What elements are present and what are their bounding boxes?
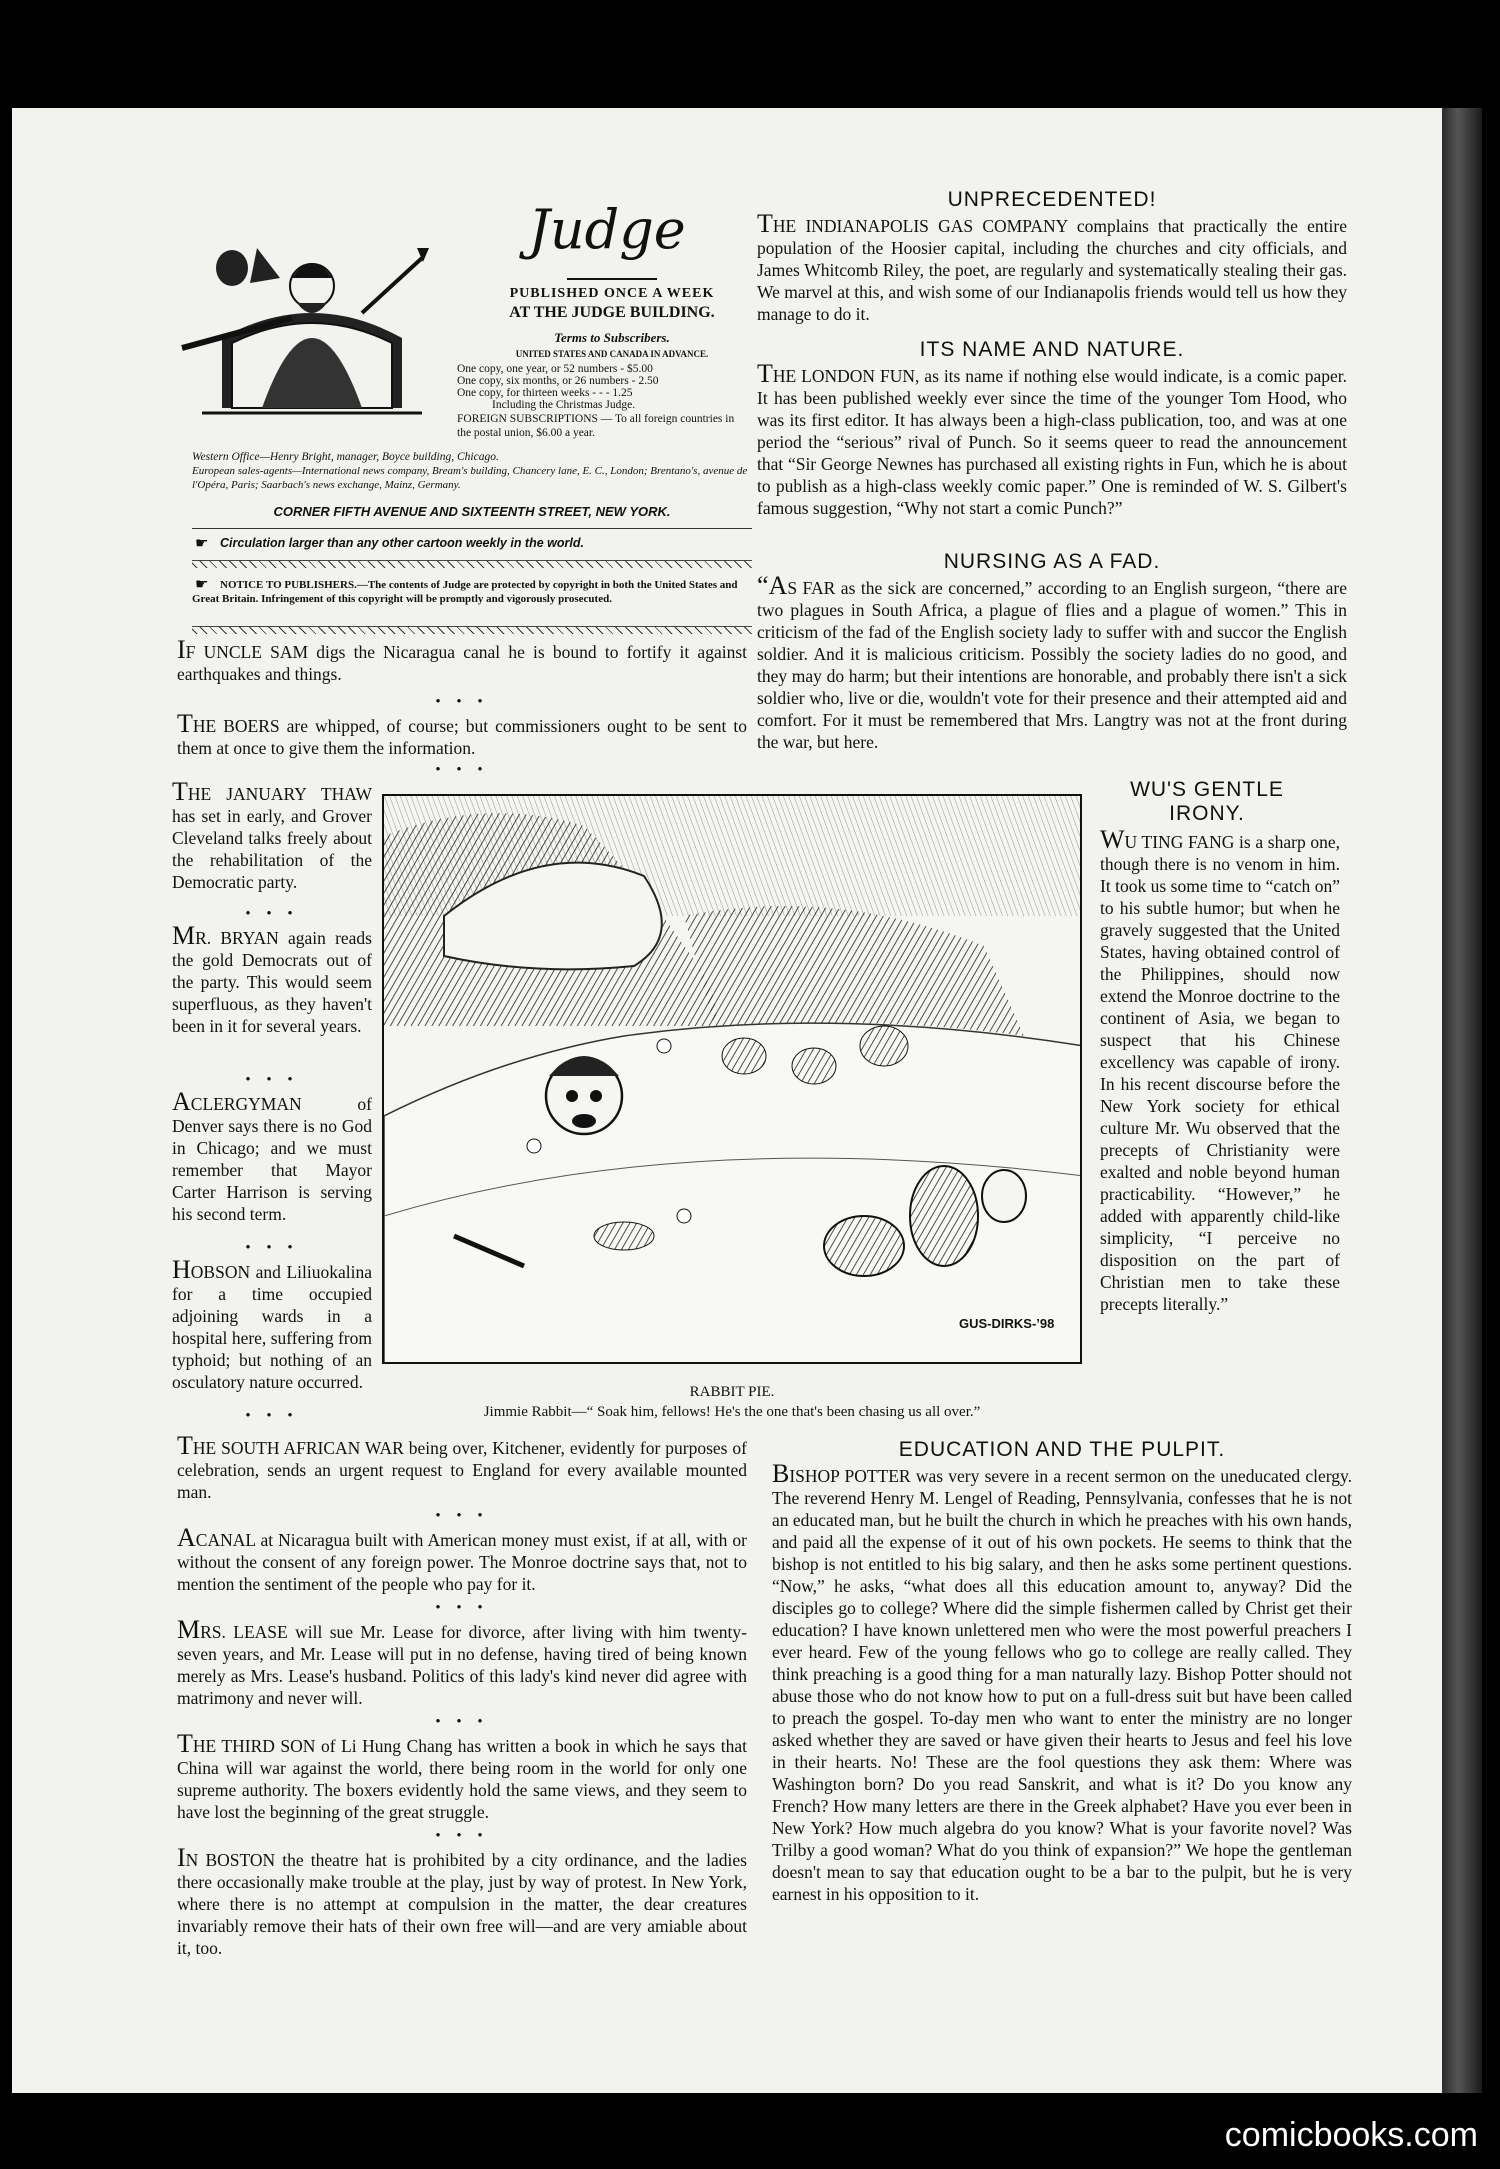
cartoon-caption: Jimmie Rabbit—“ Soak him, fellows! He's the one that's been chasing us all over.” — [483, 1404, 981, 1420]
rabbit-cartoon — [382, 794, 1082, 1364]
drop-cap: H — [172, 1255, 191, 1284]
drop-cap: M — [177, 1615, 201, 1644]
watermark: comicbooks.com — [1224, 2116, 1478, 2154]
drop-cap: T — [757, 209, 773, 238]
heading-nursing: NURSING AS A FAD. — [943, 550, 1161, 573]
drop-cap: “A — [757, 571, 788, 600]
news-item — [177, 1615, 747, 1709]
news-item — [177, 1729, 747, 1823]
rule — [192, 528, 752, 529]
drop-cap: I — [177, 635, 186, 664]
item-text: CLERGYMAN of Denver says there is no God in Chicago; and we must remember that Mayor Carter Harrison is serving his second term. — [172, 1094, 372, 1224]
drop-cap: W — [1100, 825, 1125, 854]
drop-cap: T — [177, 709, 193, 738]
article-text: HE LONDON FUN, as its name if nothing else would indicate, is a comic paper. It has been published weekly ever since the time of the younger Tom Hood, who was its first editor. It has always been a high-class publication, too, and was at one period the “serious” rival of Punch. So it seems queer to read the announcement that “Sir George Newnes has purchased all existing rights in Fun, which he is about to publish as a high-class weekly comic paper.” One is reminded of W. S. Gilbert's famous suggestion, “Why not start a comic Punch?” — [757, 366, 1347, 518]
drop-cap: T — [177, 1431, 193, 1460]
news-item — [177, 1843, 747, 1959]
article-name-nature — [757, 359, 1347, 519]
masthead-published: PUBLISHED ONCE A WEEK — [509, 286, 715, 301]
news-item — [172, 1087, 372, 1225]
article-text: ISHOP POTTER was very severe in a recent sermon on the uneducated clergy. The reverend Henry M. Lengel of Reading, Pennsylvania, confesses that he is not an educated man, but he built the church in which he preaches with his own hands, and paid all the expense of it out of his own pockets. He seems to think that the bishop is not entitled to his big salary, and then he asks some pertinent questions. “Now,” he asks, “what does all this education amount to, anyway? Did the disciples go to college? Where did the simple fishermen called by Christ get their education? I have known unlettered men who were the most powerful preachers I ever heard. Few of the young fellows who go to college are really called. They think preaching is a good thing for a man naturally lazy. Bishop Potter should not abuse those who do not know how to put on a full-dress suit but have been called to preach the gospel. To-day men who want to enter the ministry are no longer asked whether they are saved or have given their hearts to Jesus and feel his love in their hearts. No! These are the fool questions they ask them: Where was Washington born? Do you read Sanskrit, and what is it? Do you know any French? How many letters are there in the Greek alphabet? Have you ever been in New York? How much algebra do you know? What is your favorite novel? Was Trilby a good woman? What do you think of expansion?” We hope the gentleman doesn't mean to say that education ought to be a bar to the pulpit, but he is very earnest in his opposition to it. — [772, 1466, 1352, 1904]
news-item — [177, 1431, 747, 1503]
heading-unprecedented: UNPRECEDENTED! — [947, 188, 1157, 211]
item-text: CANAL at Nicaragua built with American money must exist, if at all, with or without the consent of any foreign power. The Monroe doctrine says that, not to mention the sentiment of the people who pay for it. — [177, 1530, 747, 1594]
circulation-claim: Circulation larger than any other cartoon weekly in the world. — [220, 536, 584, 550]
masthead-title: Judge — [528, 198, 686, 261]
drop-cap: A — [177, 1523, 196, 1552]
news-item — [177, 709, 747, 759]
news-item — [172, 1255, 372, 1393]
masthead-rule — [567, 278, 657, 280]
news-item — [177, 635, 747, 685]
drop-cap: A — [172, 1087, 191, 1116]
item-text: HE SOUTH AFRICAN WAR being over, Kitchener, evidently for purposes of celebration, sends an urgent request to England for every available mounted man. — [177, 1438, 747, 1502]
foreign-subscriptions: FOREIGN SUBSCRIPTIONS — To all foreign countries in the postal union, $6.00 a year. — [457, 413, 735, 439]
rate-line: One copy, six months, or 26 numbers - 2.50 — [457, 375, 659, 387]
terms-region: UNITED STATES AND CANADA IN ADVANCE. — [515, 349, 709, 359]
heading-wu-2: IRONY. — [1169, 802, 1245, 825]
separator-dots: • • • — [245, 906, 299, 922]
copyright-notice: NOTICE TO PUBLISHERS.—The contents of Judge are protected by copyright in both the United States and Great Britain. Infringement of this copyright will be promptly and vigorously prosecuted. — [192, 579, 738, 605]
article-education — [772, 1459, 1352, 1905]
boy-head — [546, 1056, 622, 1134]
article-wu — [1100, 825, 1340, 1315]
heading-wu: WU'S GENTLE — [1130, 778, 1284, 801]
masthead-building: AT THE JUDGE BUILDING. — [509, 304, 715, 321]
article-nursing — [757, 571, 1347, 753]
article-text: HE INDIANAPOLIS GAS COMPANY complains that practically the entire population of the Hoosier capital, including the churches and city officials, and James Whitcomb Riley, the poet, are regularly and systematically stealing their gas. We marvel at this, and wish some of our Indianapolis friends would tell us how they manage to do it. — [757, 216, 1347, 324]
news-item — [172, 777, 372, 893]
separator-dots: • • • — [435, 1714, 489, 1730]
artist-signature: GUS-DIRKS-’98 — [959, 1316, 1055, 1331]
separator-dots: • • • — [435, 694, 489, 710]
terms-heading: Terms to Subscribers. — [554, 330, 670, 345]
item-text: HE THIRD SON of Li Hung Chang has written a book in which he says that China will war against the world, there being room in the world for only one supreme authority. The boxers evidently hold the same views, and they seem to have lost the beginning of the great struggle. — [177, 1736, 747, 1822]
separator-dots: • • • — [245, 1240, 299, 1256]
pointing-hand-icon: ☛ — [195, 536, 209, 552]
article-unprecedented — [757, 209, 1347, 325]
article-text: U TING FANG is a sharp one, though there is no venom in him. It took us some time to “catch on” to his subtle humor; but when he gravely suggested that the United States, having obtained control of the Philippines, should now extend the Monroe doctrine to the continent of Asia, we began to suspect that his Chinese excellency was capable of irony. In his recent discourse before the New York society for ethical culture Mr. Wu observed that the precepts of Christianity were exalted and noble beyond human practicability. “However,” he added with apparently child-like simplicity, “I perceive no disposition on the part of Christian men to take these precepts literally.” — [1100, 832, 1340, 1314]
drop-cap: T — [177, 1729, 193, 1758]
separator-dots: • • • — [245, 1408, 299, 1424]
news-item — [172, 921, 372, 1037]
rate-line: Including the Christmas Judge. — [492, 399, 636, 411]
rate-line: One copy, one year, or 52 numbers - $5.00 — [457, 363, 653, 375]
article-text: S FAR as the sick are concerned,” according to an English surgeon, “there are two plagues in South Africa, a plague of flies and a plague of women.” This in criticism of the fad of the English society lady to suffer with and succor the English soldier. And it is malicious criticism. Possibly the society ladies do no good, and they may do harm; but their intentions are honorable, and probably there isn't a sick soldier who, live or die, wouldn't vote for their presence and their attempted aid and comfort. For it must be remembered that Mrs. Langtry was not at the front during the war, but here. — [757, 578, 1347, 752]
wavy-rule — [192, 626, 752, 634]
rabbit-cartoon-drawing-icon — [384, 796, 1082, 1364]
item-text: OBSON and Liliuokalina for a time occupied adjoining wards in a hospital here, suffering from typhoid; but nothing of an osculatory nature occurred. — [172, 1262, 372, 1392]
item-text: RS. LEASE will sue Mr. Lease for divorce, after living with him twenty-seven years, and Mr. Lease will put in no defense, having tired of being known merely as Mrs. Lease's husband. Politics of this lady's kind never did agree with matrimony and never will. — [177, 1622, 747, 1708]
item-text: N BOSTON the theatre hat is prohibited by a city ordinance, and the ladies there occasionally make trouble at the play, just by way of protest. In New York, where there is no attempt at compulsion in the matter, the dear creatures invariably remove their hats of their own free will—and are very amiable about it, too. — [177, 1850, 747, 1958]
heading-name-nature: ITS NAME AND NATURE. — [919, 338, 1185, 361]
masthead-illustration — [162, 208, 462, 418]
drop-cap: B — [772, 1459, 790, 1488]
news-item — [177, 1523, 747, 1595]
wavy-rule — [192, 560, 752, 568]
separator-dots: • • • — [245, 1072, 299, 1088]
separator-dots: • • • — [435, 1508, 489, 1524]
drop-cap: T — [757, 359, 773, 388]
drop-cap: T — [172, 777, 188, 806]
separator-dots: • • • — [435, 762, 489, 778]
item-text: F UNCLE SAM digs the Nicaragua canal he is bound to fortify it against earthquakes and things. — [177, 642, 747, 684]
drop-cap: M — [172, 921, 196, 950]
item-text: HE BOERS are whipped, of course; but commissioners ought to be sent to them at once to give them the information. — [177, 716, 747, 758]
office-address: CORNER FIFTH AVENUE AND SIXTEENTH STREET, NEW YORK. — [273, 504, 671, 519]
magazine-page — [12, 108, 1442, 2093]
drop-cap: I — [177, 1843, 186, 1872]
separator-dots: • • • — [435, 1600, 489, 1616]
rate-line: One copy, for thirteen weeks - - - 1.25 — [457, 387, 633, 399]
item-text: HE JANUARY THAW has set in early, and Grover Cleveland talks freely about the rehabilitation of the Democratic party. — [172, 784, 372, 892]
separator-dots: • • • — [435, 1828, 489, 1844]
heading-education: EDUCATION AND THE PULPIT. — [898, 1438, 1226, 1461]
page-spine — [1442, 108, 1482, 2093]
cartoon-title: RABBIT PIE. — [689, 1384, 775, 1400]
european-agents: European sales-agents—International news company, Bream's building, Chancery lane, E. C., London; Brentano's, avenue de l'Opéra, Paris; Saarbach's news exchange, Mainz, Germany. — [192, 465, 748, 491]
judge-figure-icon — [162, 208, 462, 418]
item-text: R. BRYAN again reads the gold Democrats out of the party. This would seem superfluous, as they haven't been in it for several years. — [172, 928, 372, 1036]
pointing-hand-icon: ☛ — [195, 577, 209, 593]
western-office: Western Office—Henry Bright, manager, Boyce building, Chicago. — [192, 451, 499, 463]
